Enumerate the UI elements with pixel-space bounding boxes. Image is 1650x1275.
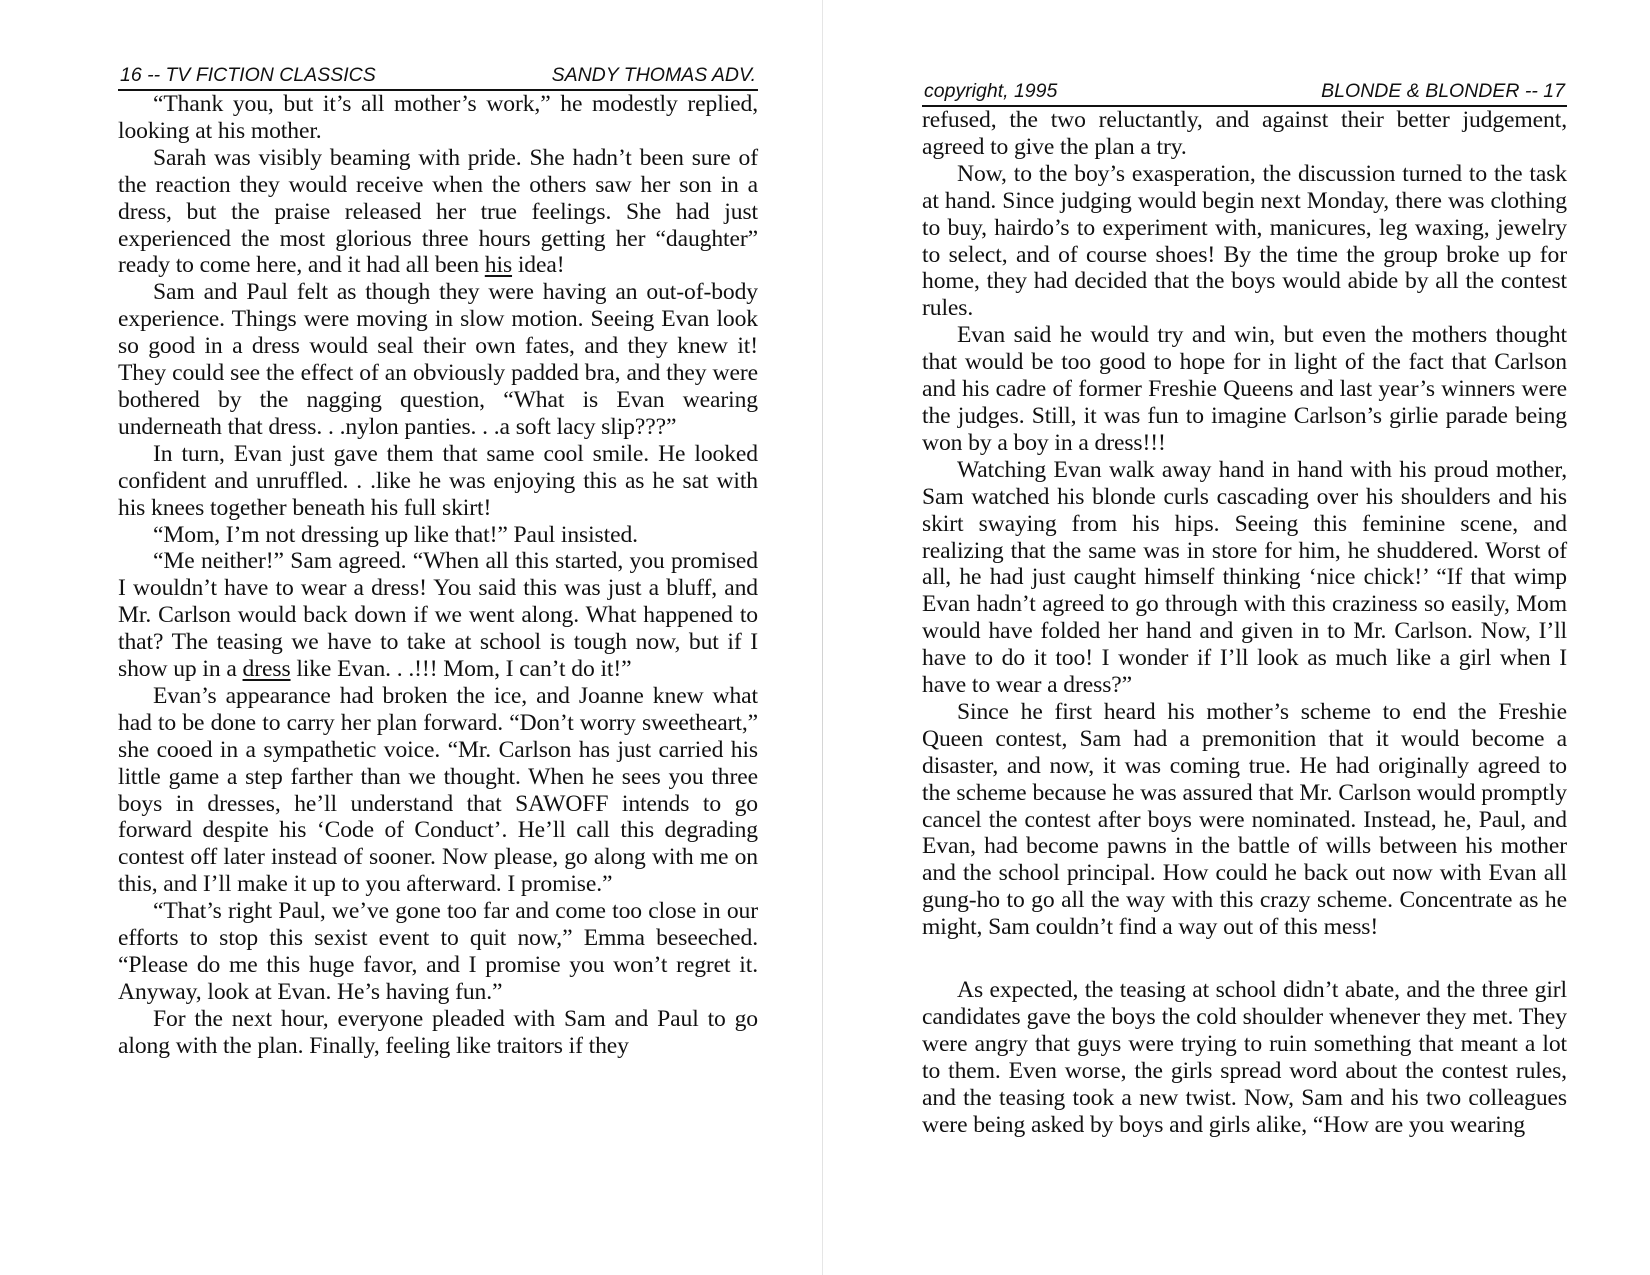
- paragraph-text: Evan said he would try and win, but even the mothers thought that would be too good to hope for in light of the fact that Carlson and his cadre of former Freshie Queens and last year’s winners were the judges. Still, it was fun to imagine Carlson’s girlie parade being won by a boy in a dress!!!: [922, 322, 1567, 456]
- paragraph-text: For the next hour, everyone pleaded with Sam and Paul to go along with the plan. Finally, feeling like traitors if they: [118, 1005, 758, 1059]
- paragraph-text: like Evan. . .!!! Mom, I can’t do it!”: [290, 656, 632, 683]
- paragraph: [118, 91, 758, 145]
- paragraph-text: Now, to the boy’s exasperation, the discussion turned to the task at hand. Since judging would begin next Monday, there was clothing to buy, hairdo’s to experiment with, manicures, leg waxing, jewelry to select, and of course shoes! By the time the group broke up for home, they had decided that the boys would abide by all the contest rules.: [922, 160, 1567, 322]
- left-page-body: [118, 91, 758, 1060]
- paragraph: [118, 683, 758, 898]
- paragraph-text: “Thank you, but it’s all mother’s work,” he modestly replied, looking at his mother.: [118, 91, 758, 144]
- right-running-head: [922, 80, 1567, 107]
- paragraph-text: “Mom, I’m not dressing up like that!” Paul insisted.: [153, 521, 638, 548]
- paragraph: [922, 977, 1567, 1138]
- left-header-author: SANDY THOMAS ADV.: [551, 64, 756, 86]
- paragraph: [922, 161, 1567, 322]
- paragraph: [922, 699, 1567, 941]
- right-header-title: BLONDE & BLONDER -- 17: [1321, 80, 1565, 102]
- paragraph-text: Watching Evan walk away hand in hand with his proud mother, Sam watched his blonde curls cascading over his shoulders and his skirt swaying from his hips. Seeing this feminine scene, and realizing that the same was in store for him, he shuddered. Worst of all, he had just caught himself thinking ‘nice chick!’ “If that wimp Evan hadn’t agreed to go through with this craziness so easily, Mom would have folded her hand and given in to Mr. Carlson. Now, I’ll have to do it too! I wonder if I’ll look as much like a girl when I have to wear a dress?”: [922, 456, 1567, 699]
- left-running-head: [118, 64, 758, 91]
- paragraph-text: idea!: [512, 252, 565, 279]
- paragraph-text: As expected, the teasing at school didn’t abate, and the three girl candidates gave the boys the cold shoulder whenever they met. They were angry that guys were trying to ruin something that meant a lot to them. Even worse, the girls spread word about the contest rules, and the teasing took a new twist. Now, Sam and his two colleagues were being asked by boys and girls alike, “How are you wearing: [922, 977, 1567, 1138]
- paragraph: [118, 279, 758, 440]
- emphasized-word: dress: [242, 656, 291, 683]
- paragraph-text: Sarah was visibly beaming with pride. She hadn’t been sure of the reaction they would receive when the others saw her son in a dress, but the praise released her true feelings. She had just experienced the most glorious three hours getting her “daughter” ready to come here, and it had all been: [118, 144, 758, 279]
- paragraph: [118, 1006, 758, 1060]
- right-header-copyright: copyright, 1995: [924, 80, 1058, 102]
- page-gutter: [822, 0, 823, 1275]
- paragraph-text: refused, the two reluctantly, and against their better judgement, agreed to give the plan a try.: [922, 107, 1567, 160]
- paragraph-text: Evan’s appearance had broken the ice, and Joanne knew what had to be done to carry her plan forward. “Don’t worry sweetheart,” she cooed in a sympathetic voice. “Mr. Carlson has just carried his little game a step farther than we thought. When he sees you three boys in dresses, he’ll understand that SAWOFF intends to go forward despite his ‘Code of Conduct’. He’ll call this degrading contest off later instead of sooner. Now please, go along with me on this, and I’ll make it up to you afterward. I promise.”: [118, 682, 758, 898]
- paragraph: [922, 457, 1567, 699]
- emphasized-word: his: [484, 252, 513, 279]
- paragraph-text: Sam and Paul felt as though they were having an out-of-body experience. Things were moving in slow motion. Seeing Evan look so good in a dress would seal their own fates, and they knew it! They could see the effect of an obviously padded bra, and they were bothered by the nagging question, “What is Evan wearing underneath that dress. . .nylon panties. . .a soft lacy slip???”: [118, 279, 758, 440]
- paragraph: [922, 107, 1567, 161]
- paragraph: [118, 898, 758, 1006]
- right-page: [922, 0, 1567, 1139]
- paragraph-text: “That’s right Paul, we’ve gone too far and come too close in our efforts to stop this sexist event to quit now,” Emma beseeched. “Please do me this huge favor, and I promise you won’t regret it. Anyway, look at Evan. He’s having fun.”: [118, 898, 758, 1005]
- section-break: [922, 941, 1567, 977]
- right-page-body: [922, 107, 1567, 1139]
- paragraph: [118, 145, 758, 280]
- left-page: [118, 0, 758, 1060]
- paragraph-text: Since he first heard his mother’s scheme to end the Freshie Queen contest, Sam had a premonition that it would become a disaster, and now, it was coming true. He had originally agreed to the scheme because he was assured that Mr. Carlson would promptly cancel the contest after boys were nominated. Instead, he, Paul, and Evan, had become pawns in the battle of wills between his mother and the school principal. How could he back out now with Evan all gung-ho to go all the way with this crazy scheme. Concentrate as he might, Sam couldn’t find a way out of this mess!: [922, 698, 1567, 941]
- paragraph-text: In turn, Evan just gave them that same cool smile. He looked confident and unruffled. . .like he was enjoying this as he sat with his knees together beneath his full skirt!: [118, 440, 758, 521]
- paragraph: [922, 322, 1567, 457]
- paragraph: [118, 441, 758, 522]
- paragraph: [118, 548, 758, 683]
- paragraph: [118, 522, 758, 549]
- paragraph-text: “Me neither!” Sam agreed. “When all this started, you promised I wouldn’t have to wear a dress! You said this was just a bluff, and Mr. Carlson would back down if we went along. What happened to that? The teasing we have to take at school is tough now, but if I show up in a: [118, 548, 758, 683]
- left-header-title: 16 -- TV FICTION CLASSICS: [120, 64, 376, 86]
